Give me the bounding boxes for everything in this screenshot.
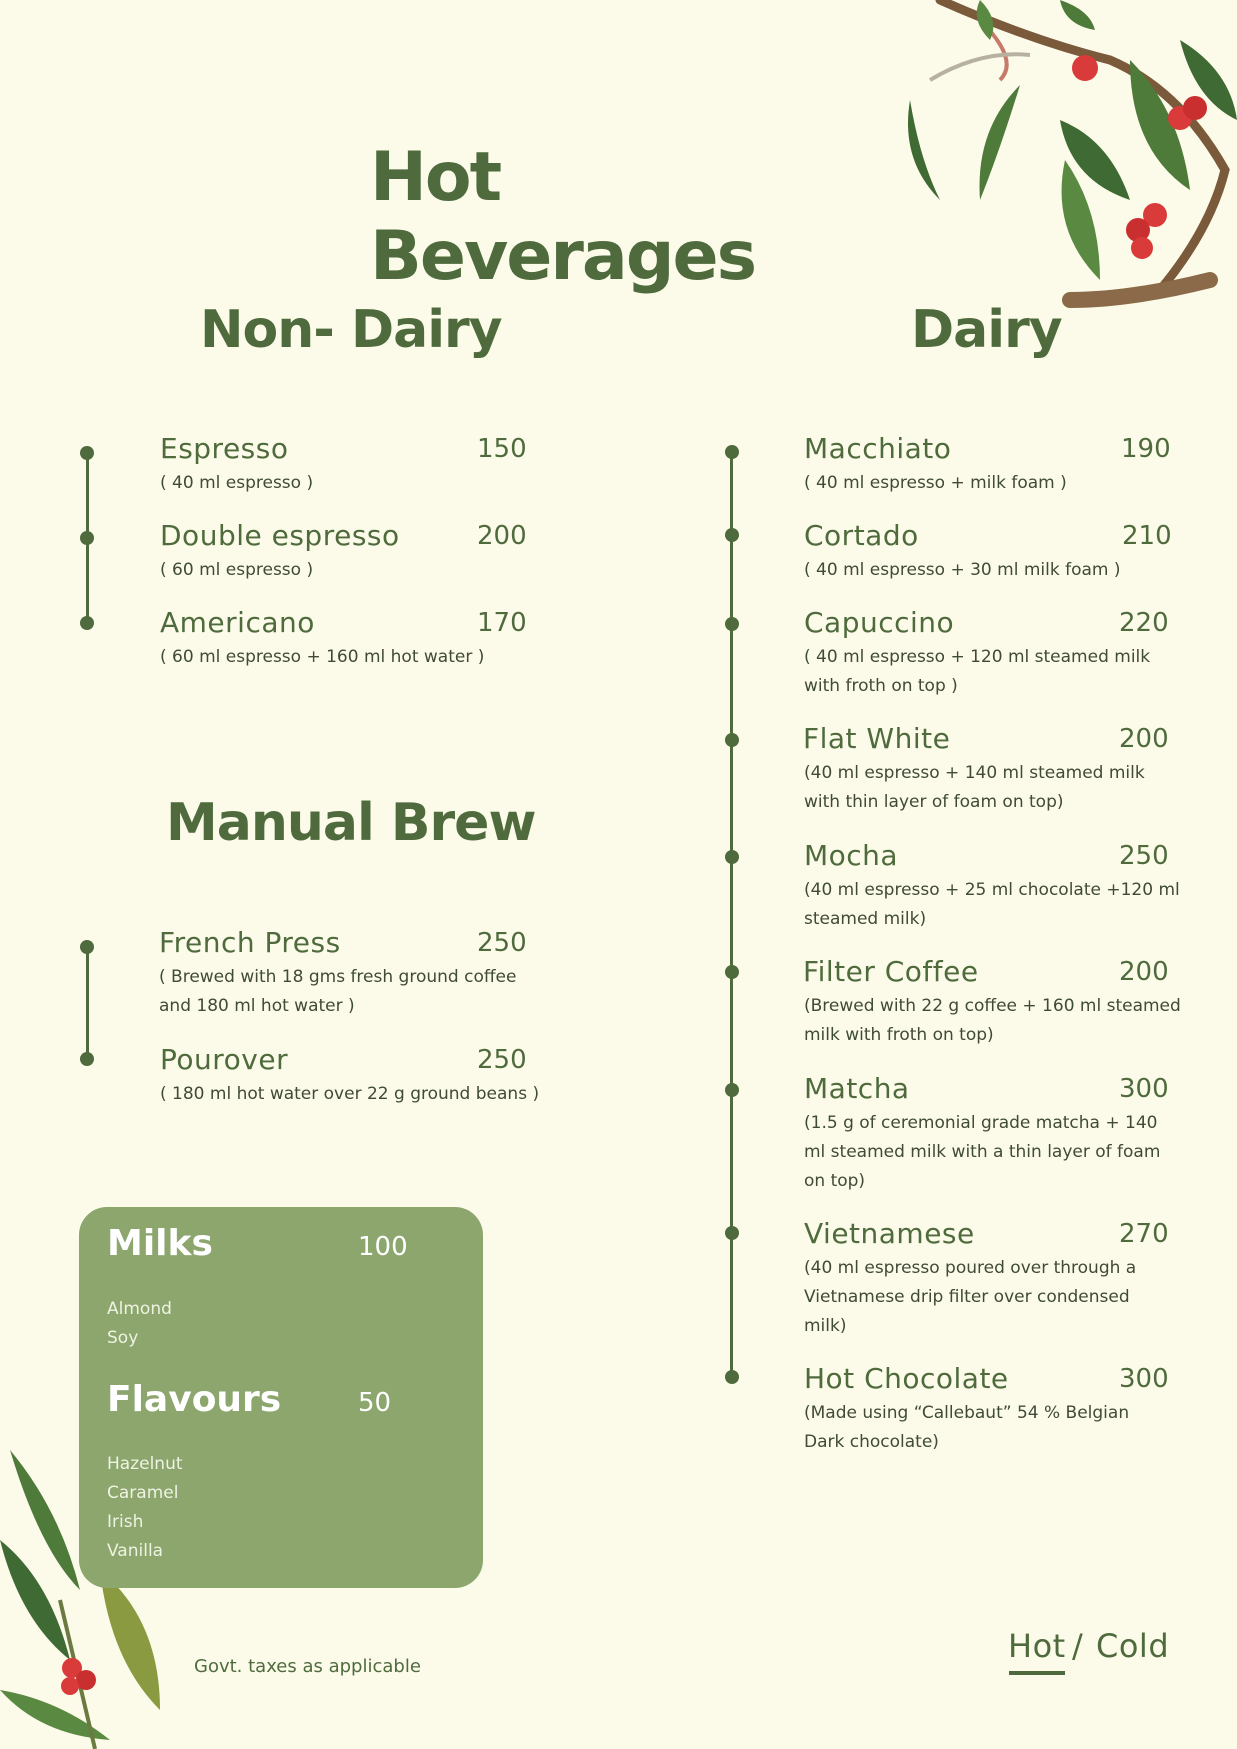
item-name: Filter Coffee [803, 955, 979, 988]
item-name: Pourover [160, 1043, 289, 1076]
item-price: 250 [477, 1045, 527, 1075]
item-description: (Made using “Callebaut” 54 % Belgian [804, 1403, 1130, 1423]
timeline-dot [725, 1083, 739, 1097]
item-description: (1.5 g of ceremonial grade matcha + 140 [804, 1113, 1158, 1133]
item-name: Capuccino [804, 606, 955, 639]
timeline-dot [80, 446, 94, 460]
item-price: 210 [1122, 521, 1172, 551]
timeline-dot [725, 733, 739, 747]
item-price: 270 [1119, 1219, 1169, 1249]
manual-brew-timeline [86, 947, 89, 1059]
item-description: on top) [804, 1171, 866, 1191]
taxes-note: Govt. taxes as applicable [194, 1656, 421, 1677]
flavour-option: Irish [107, 1512, 144, 1532]
item-name: Double espresso [160, 519, 400, 552]
active-underline [1009, 1671, 1065, 1675]
item-price: 200 [1119, 724, 1169, 754]
item-description: ( 60 ml espresso + 160 ml hot water ) [160, 647, 485, 667]
timeline-dot [725, 1370, 739, 1384]
manual-brew-title: Manual Brew [166, 793, 536, 853]
item-description: (Brewed with 22 g coffee + 160 ml steamed [804, 996, 1181, 1016]
timeline-dot [80, 1052, 94, 1066]
item-name: Americano [160, 606, 315, 639]
timeline-dot [725, 850, 739, 864]
hot-label[interactable]: Hot [1008, 1627, 1066, 1665]
item-price: 220 [1119, 608, 1169, 638]
item-description: ( Brewed with 18 gms fresh ground coffee [159, 967, 517, 987]
item-description: ( 180 ml hot water over 22 g ground beans ) [160, 1084, 540, 1104]
milk-option: Almond [107, 1299, 172, 1319]
item-name: Matcha [804, 1072, 910, 1105]
coffee-branch-illustration [880, 0, 1237, 345]
timeline-dot [725, 1226, 739, 1240]
flavours-heading: Flavours [107, 1379, 282, 1420]
milks-heading: Milks [107, 1223, 213, 1264]
item-name: Flat White [803, 722, 951, 755]
separator: / [1072, 1627, 1084, 1665]
non-dairy-title: Non- Dairy [200, 300, 502, 360]
item-name: Macchiato [804, 432, 952, 465]
item-price: 150 [477, 434, 527, 464]
timeline-dot [725, 617, 739, 631]
milks-price: 100 [358, 1232, 408, 1262]
item-description: ( 40 ml espresso + 30 ml milk foam ) [804, 560, 1121, 580]
item-description: milk with froth on top) [804, 1025, 994, 1045]
item-name: Mocha [804, 839, 899, 872]
item-description: with froth on top ) [804, 676, 958, 696]
item-description: ( 40 ml espresso + 120 ml steamed milk [804, 647, 1151, 667]
page-title: Hot Beverages [370, 138, 756, 296]
item-description: (40 ml espresso + 140 ml steamed milk [804, 763, 1145, 783]
item-price: 200 [477, 521, 527, 551]
item-description: ( 40 ml espresso + milk foam ) [804, 473, 1067, 493]
item-description: ( 40 ml espresso ) [160, 473, 314, 493]
item-name: Hot Chocolate [804, 1362, 1009, 1395]
item-description: steamed milk) [804, 909, 927, 929]
item-description: (40 ml espresso + 25 ml chocolate +120 ml [804, 880, 1180, 900]
cold-label[interactable]: Cold [1096, 1627, 1170, 1665]
timeline-dot [725, 528, 739, 542]
milk-option: Soy [107, 1328, 139, 1348]
item-description: ( 60 ml espresso ) [160, 560, 314, 580]
item-description: ml steamed milk with a thin layer of foam [804, 1142, 1161, 1162]
item-price: 250 [477, 928, 527, 958]
item-price: 170 [477, 608, 527, 638]
dairy-title: Dairy [911, 300, 1062, 360]
item-price: 300 [1119, 1074, 1169, 1104]
item-name: French Press [159, 926, 341, 959]
item-price: 300 [1119, 1364, 1169, 1394]
item-price: 190 [1121, 434, 1171, 464]
flavour-option: Vanilla [107, 1541, 164, 1561]
item-name: Cortado [804, 519, 919, 552]
item-name: Espresso [160, 432, 289, 465]
item-description: milk) [804, 1316, 847, 1336]
flavour-option: Hazelnut [107, 1454, 183, 1474]
timeline-dot [80, 616, 94, 630]
flavour-option: Caramel [107, 1483, 179, 1503]
item-description: with thin layer of foam on top) [804, 792, 1064, 812]
item-description: and 180 ml hot water ) [159, 996, 355, 1016]
timeline-dot [80, 940, 94, 954]
timeline-dot [725, 445, 739, 459]
hot-cold-toggle[interactable] [1008, 1627, 1168, 1677]
timeline-dot [725, 965, 739, 979]
item-description: (40 ml espresso poured over through a [804, 1258, 1137, 1278]
extras-box [79, 1207, 483, 1588]
timeline-dot [80, 531, 94, 545]
item-name: Vietnamese [804, 1217, 975, 1250]
item-description: Vietnamese drip filter over condensed [804, 1287, 1130, 1307]
item-price: 250 [1119, 841, 1169, 871]
flavours-price: 50 [358, 1388, 392, 1418]
item-price: 200 [1119, 957, 1169, 987]
item-description: Dark chocolate) [804, 1432, 939, 1452]
